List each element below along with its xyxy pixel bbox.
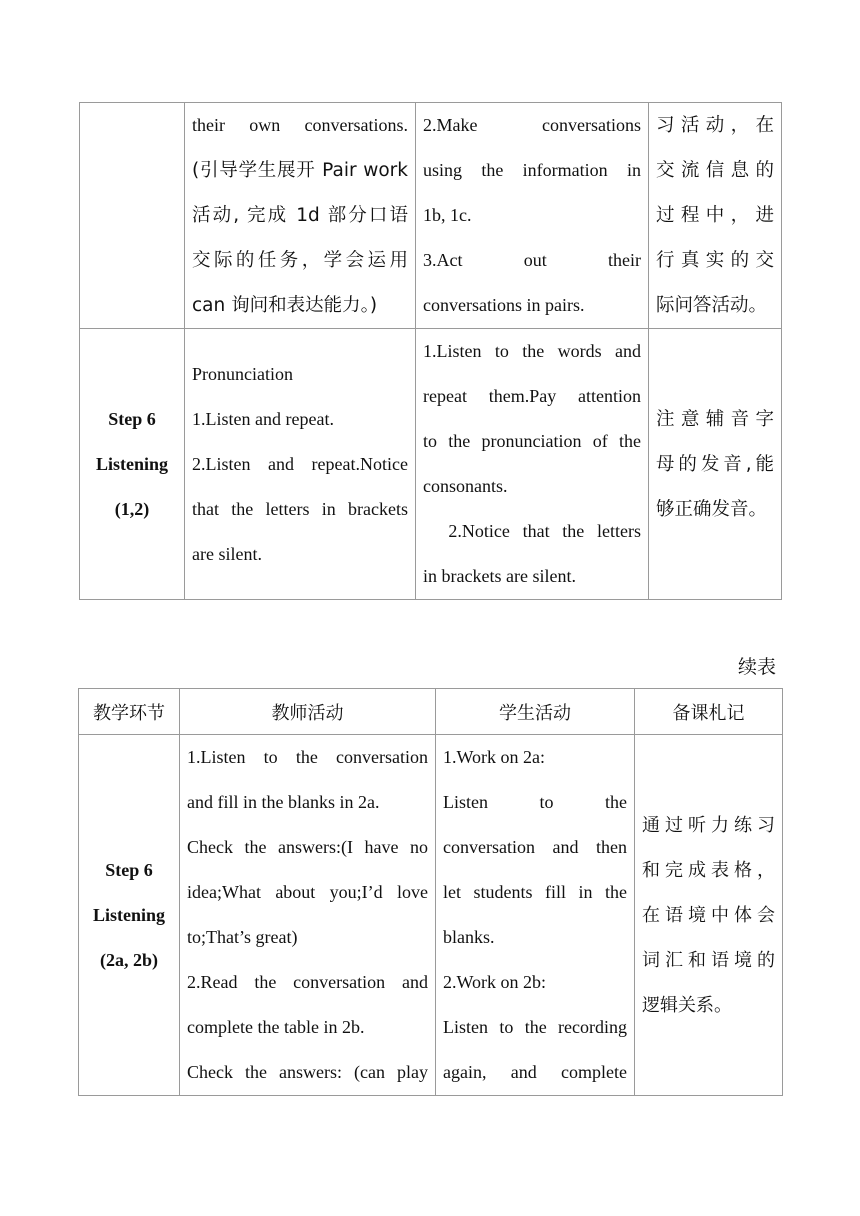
text-line: that the letters in brackets bbox=[192, 498, 408, 519]
step-cell bbox=[80, 329, 185, 600]
step-range: (1,2) bbox=[114, 498, 150, 519]
text-line: 2.Make conversations bbox=[423, 115, 641, 135]
continued-label: 续表 bbox=[738, 656, 777, 678]
text-line: 际问答活动。 bbox=[656, 295, 768, 316]
lesson-table-part1 bbox=[79, 102, 782, 600]
student-activity-cell bbox=[436, 735, 635, 1096]
step-cell bbox=[80, 103, 185, 329]
text-line: using the information in bbox=[423, 160, 641, 180]
text-line: 习活动，在 bbox=[656, 115, 774, 136]
teacher-activity-cell bbox=[180, 735, 436, 1096]
text-line: let students fill in the bbox=[443, 882, 627, 902]
text-line: Check the answers:(I have no bbox=[187, 837, 428, 857]
text-line: (引导学生展开 Pair work bbox=[192, 160, 408, 181]
text-line: complete the table in 2b. bbox=[187, 1017, 365, 1037]
table-row bbox=[80, 103, 782, 329]
text-line: 2.Listen and repeat.Notice bbox=[192, 453, 408, 474]
text-line: 1.Work on 2a: bbox=[443, 747, 546, 767]
step-subtitle: Listening bbox=[92, 904, 166, 925]
text-line: 逻辑关系。 bbox=[642, 994, 732, 1016]
text-line: 2.Work on 2b: bbox=[443, 972, 547, 992]
text-line: conversation and then bbox=[443, 837, 627, 857]
table-row bbox=[79, 735, 783, 1096]
text-line: 过程中，进 bbox=[656, 205, 774, 226]
text-line: 3.Act out their bbox=[423, 250, 641, 270]
text-line: conversations in pairs. bbox=[423, 295, 585, 315]
step-subtitle: Listening bbox=[95, 453, 169, 474]
text-line: Pronunciation bbox=[192, 363, 293, 384]
step-title: Step 6 bbox=[105, 859, 153, 880]
text-line: 1.Listen and repeat. bbox=[192, 408, 334, 429]
text-line: again, and complete bbox=[443, 1062, 627, 1082]
teacher-activity-cell bbox=[185, 103, 416, 329]
table-row bbox=[80, 329, 782, 600]
text-line: 够正确发音。 bbox=[656, 498, 768, 520]
text-line: Listen to the recording bbox=[443, 1017, 627, 1037]
teacher-activity-cell bbox=[185, 329, 416, 600]
header-row bbox=[79, 689, 783, 735]
text-line: 母的发音,能 bbox=[656, 453, 774, 475]
step-range: (2a, 2b) bbox=[100, 949, 158, 970]
text-line: 1.Listen to the conversation bbox=[187, 747, 428, 767]
text-line: Listen to the bbox=[443, 792, 627, 812]
step-title: Step 6 bbox=[108, 408, 156, 429]
notes-cell bbox=[635, 735, 783, 1096]
lesson-table-part2 bbox=[78, 688, 783, 1096]
text-line: are silent. bbox=[192, 543, 262, 564]
student-activity-cell bbox=[416, 329, 649, 600]
column-header: 学生活动 bbox=[436, 689, 635, 735]
text-line: 行真实的交 bbox=[656, 250, 774, 271]
text-line: 通过听力练习 bbox=[642, 814, 775, 836]
column-header: 教学环节 bbox=[79, 689, 180, 735]
text-line: can 询问和表达能力。) bbox=[192, 295, 378, 316]
text-line: and fill in the blanks in 2a. bbox=[187, 792, 380, 812]
text-line: 1b, 1c. bbox=[423, 205, 472, 225]
step-cell bbox=[79, 735, 180, 1096]
text-line: to the pronunciation of the bbox=[423, 431, 641, 451]
text-line: idea;What about you;I’d love bbox=[187, 882, 428, 902]
text-line: 活动, 完成 1d 部分口语 bbox=[192, 205, 408, 226]
text-line: 交流信息的 bbox=[656, 160, 774, 181]
text-line: 1.Listen to the words and bbox=[423, 341, 641, 361]
text-line: their own conversations. bbox=[192, 115, 408, 135]
text-line: repeat them.Pay attention bbox=[423, 386, 641, 406]
text-line: 2.Notice that the letters bbox=[423, 521, 641, 541]
text-line: to;That’s great) bbox=[187, 927, 298, 947]
notes-cell bbox=[649, 103, 782, 329]
column-header: 教师活动 bbox=[180, 689, 436, 735]
text-line: in brackets are silent. bbox=[423, 566, 576, 586]
text-line: 2.Read the conversation and bbox=[187, 972, 428, 992]
text-line: 词汇和语境的 bbox=[642, 949, 775, 971]
text-line: consonants. bbox=[423, 476, 508, 496]
text-line: 交际的任务，学会运用 bbox=[192, 250, 408, 271]
text-line: Check the answers: (can play bbox=[187, 1062, 428, 1082]
text-line: 注意辅音字 bbox=[656, 408, 774, 430]
notes-cell bbox=[649, 329, 782, 600]
text-line: 和完成表格， bbox=[642, 859, 775, 881]
column-header: 备课札记 bbox=[635, 689, 783, 735]
text-line: 在语境中体会 bbox=[642, 904, 775, 926]
student-activity-cell bbox=[416, 103, 649, 329]
text-line: blanks. bbox=[443, 927, 495, 947]
